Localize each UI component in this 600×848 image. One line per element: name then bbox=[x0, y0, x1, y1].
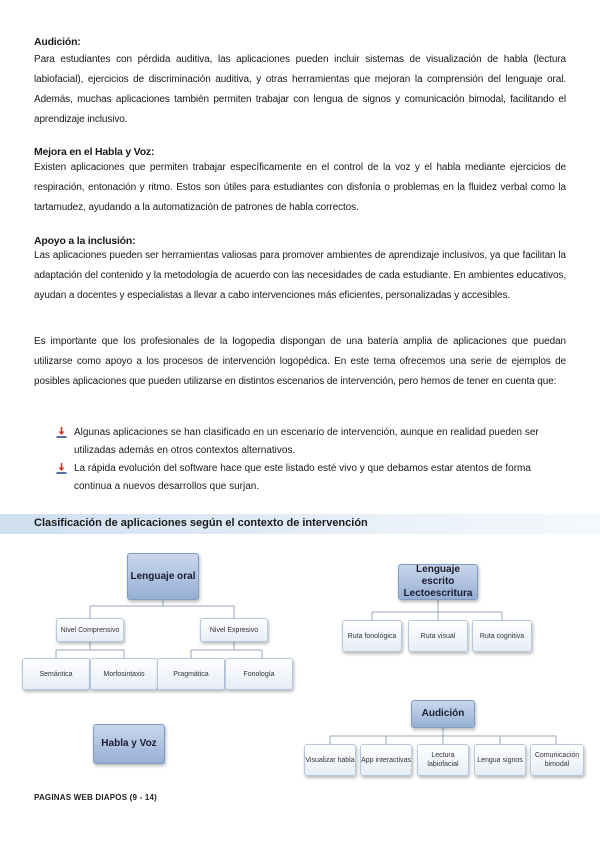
node-ruta-cognitiva: Ruta cognitiva bbox=[472, 620, 532, 652]
banner-title: Clasificación de aplicaciones según el contexto de intervención bbox=[34, 517, 368, 529]
section-title-inclusion: Apoyo a la inclusión: bbox=[34, 235, 136, 247]
node-pragmatica: Pragmática bbox=[157, 658, 225, 690]
page-footer: PAGINAS WEB DIAPOS (9 - 14) bbox=[34, 793, 158, 802]
node-semantica: Semántica bbox=[22, 658, 90, 690]
section-text-inclusion: Las aplicaciones pueden ser herramientas valiosas para promover ambientes de aprendizaje inclusivos, ya que facilitan la adaptación del contenido y la metodología de acuerdo con las necesidades de cada estudiante. En ambientes educativos, ayudan a docentes y especialistas a llevar a cabo intervenciones más eficientes, personalizadas y accesibles. bbox=[34, 250, 566, 301]
section-text-habla-voz: Existen aplicaciones que permiten trabajar específicamente en el control de la voz y el habla mediante ejercicios de respiración, entonación y ritmo. Estos son útiles para estudiantes con disfonía o problemas en la fluidez verbal como la tartamudez, ayudando a la automatización de patrones de habla correctos. bbox=[34, 162, 566, 213]
arrow-bullet-icon bbox=[56, 427, 67, 438]
classification-diagram bbox=[0, 538, 600, 788]
node-visualizar-habla: Visualizar habla bbox=[304, 744, 356, 776]
arrow-bullet-icon bbox=[56, 463, 67, 474]
node-morfosintaxis: Morfosintaxis bbox=[90, 658, 158, 690]
node-fonologia: Fonología bbox=[225, 658, 293, 690]
node-nivel-comprensivo: Nivel Comprensivo bbox=[56, 618, 124, 642]
bullet-text: Algunas aplicaciones se han clasificado en un escenario de intervención, aunque en realidad pueden ser utilizadas además en otros contextos alternativos. bbox=[74, 427, 539, 456]
node-comunicacion-bimodal: Comunicación bimodal bbox=[530, 744, 584, 776]
bullet-text: La rápida evolución del software hace que este listado esté vivo y que debamos estar atentos de forma continua a nuevos desarrollos que surjan. bbox=[74, 463, 531, 492]
node-lenguaje-escrito: Lenguaje escrito Lectoescritura bbox=[398, 564, 478, 600]
bullet-list bbox=[56, 424, 568, 496]
node-lengua-signos: Lengua signos bbox=[474, 744, 526, 776]
node-lectura-labiofacial: Lectura labiofacial bbox=[417, 744, 469, 776]
node-nivel-expresivo: Nivel Expresivo bbox=[200, 618, 268, 642]
list-item bbox=[56, 424, 568, 460]
section-banner bbox=[0, 514, 600, 534]
section-title-habla-voz: Mejora en el Habla y Voz: bbox=[34, 146, 155, 158]
section-title-audicion: Audición: bbox=[34, 36, 81, 48]
node-app-interactivas: App interactivas bbox=[360, 744, 412, 776]
intro-paragraph: Es importante que los profesionales de la logopedia dispongan de una batería amplia de aplicaciones que puedan utilizarse como apoyo a los procesos de intervención logopédica. En este tema ofrecemos una serie de ejemplos de posibles aplicaciones que pueden utilizarse en distintos escenarios de intervención, pero hemos de tener en cuenta que: bbox=[34, 336, 566, 387]
node-ruta-fonologica: Ruta fonológica bbox=[342, 620, 402, 652]
node-audicion: Audición bbox=[411, 700, 475, 728]
node-habla-voz: Habla y Voz bbox=[93, 724, 165, 764]
node-lenguaje-oral: Lenguaje oral bbox=[127, 553, 199, 600]
list-item bbox=[56, 460, 568, 496]
node-ruta-visual: Ruta visual bbox=[408, 620, 468, 652]
section-text-audicion: Para estudiantes con pérdida auditiva, las aplicaciones pueden incluir sistemas de visualización de habla (lectura labiofacial), ejercicios de discriminación auditiva, y otras herramientas que mejoran la comprensión del lenguaje oral. Además, muchas aplicaciones también permiten trabajar con lengua de signos y comunicación bimodal, facilitando el aprendizaje inclusivo. bbox=[34, 54, 566, 125]
